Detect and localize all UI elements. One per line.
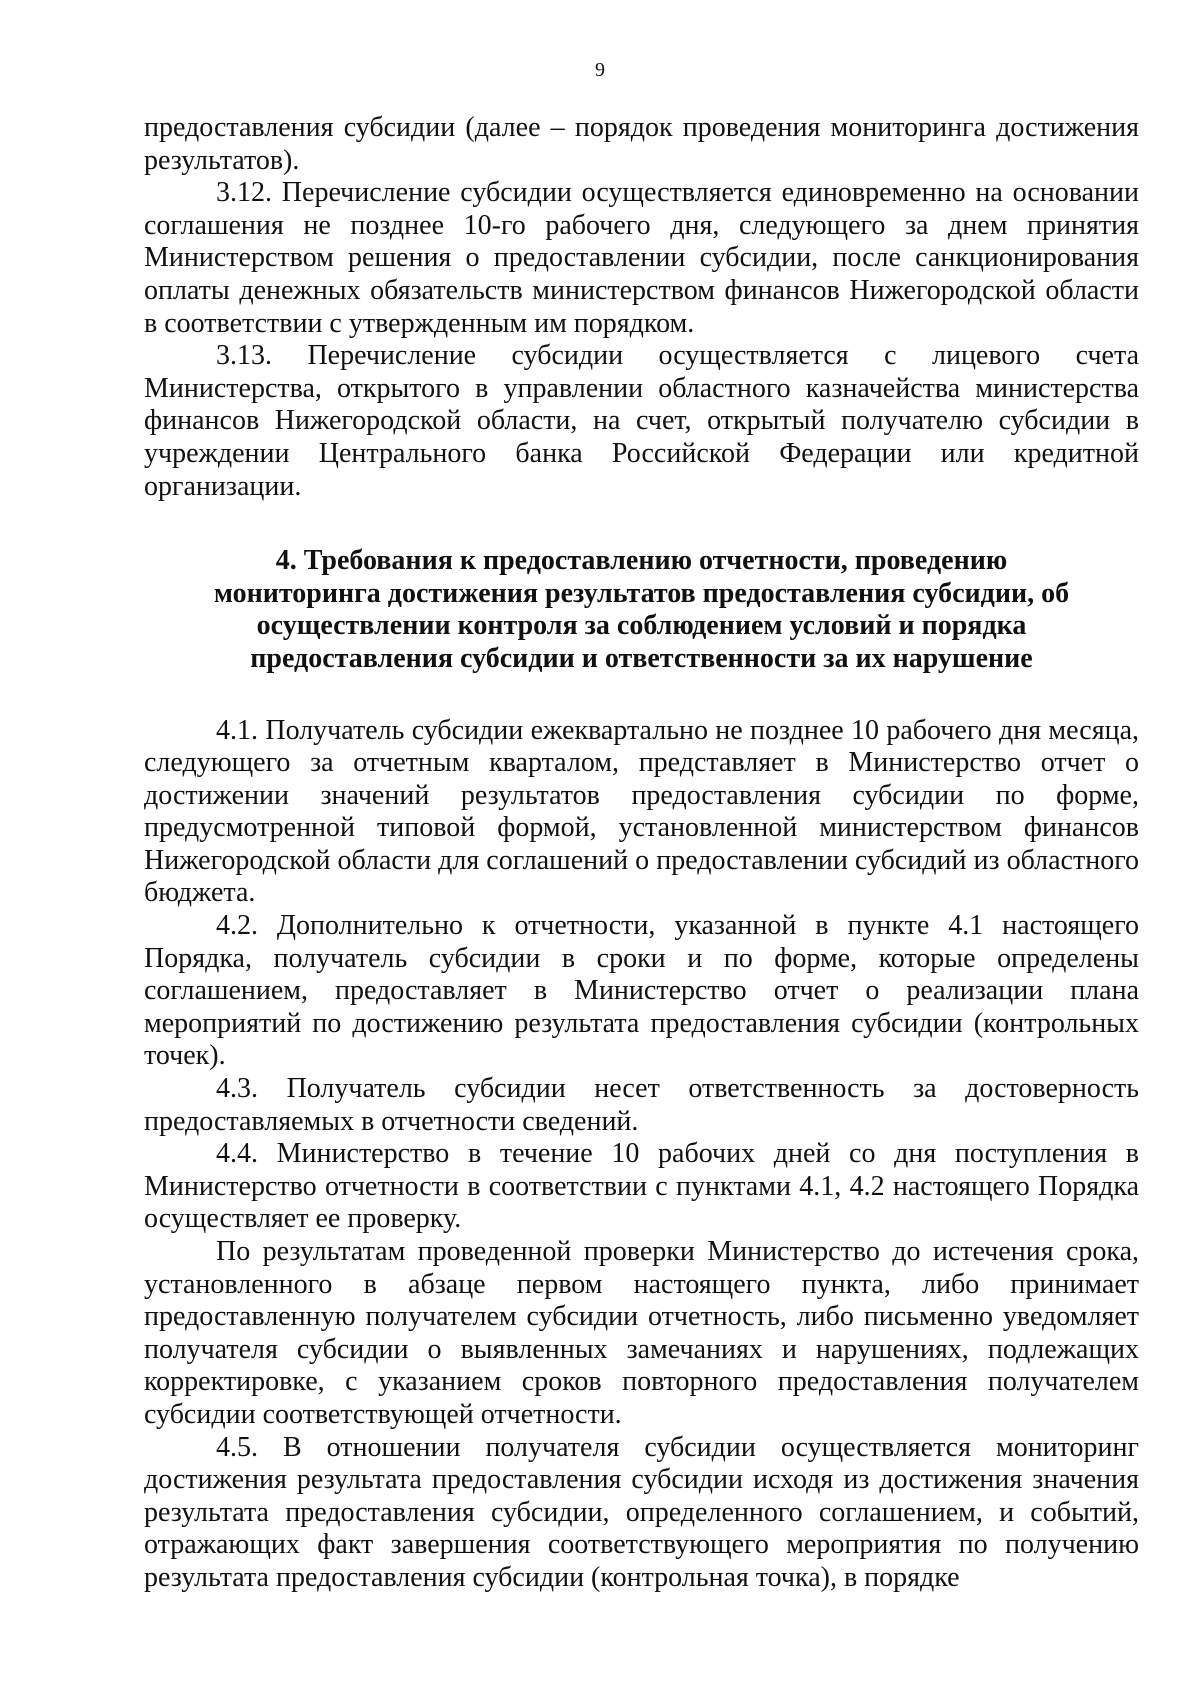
paragraph-4-4: 4.4. Министерство в течение 10 рабочих дней со дня поступления в Министерство отчетности в соответствии с пунктами 4.1, 4.2 настоящего Порядка осуществляет ее проверку. (144, 1138, 1139, 1235)
paragraph-4-2: 4.2. Дополнительно к отчетности, указанной в пункте 4.1 настоящего Порядка, получатель субсидии в сроки и по форме, которые определены соглашением, предоставляет в Министерство отчет о реализации плана мероприятий по достижению результата предоставления субсидии (контрольных точек). (144, 910, 1139, 1072)
paragraph-3-12: 3.12. Перечисление субсидии осуществляется единовременно на основании соглашения не позднее 10-го рабочего дня, следующего за днем принятия Министерством решения о предоставлении субсидии, после санкционирования оплаты денежных обязательств министерством финансов Нижегородской области в соответствии с утвержденным им порядком. (144, 177, 1139, 339)
paragraph-3-13: 3.13. Перечисление субсидии осуществляется с лицевого счета Министерства, открытого в управлении областного казначейства министерства финансов Нижегородской области, на счет, открытый получателю субсидии в учреждении Центрального банка Российской Федерации или кредитной организации. (144, 340, 1139, 502)
paragraph-4-1: 4.1. Получатель субсидии ежеквартально не позднее 10 рабочего дня месяца, следующего за отчетным кварталом, представляет в Министерство отчет о достижении значений результатов предоставления субсидии по форме, предусмотренной типовой формой, установленной министерством финансов Нижегородской области для соглашений о предоставлении субсидий из областного бюджета. (144, 714, 1139, 909)
paragraph-4-3: 4.3. Получатель субсидии несет ответственность за достоверность предоставляемых в отчетности сведений. (144, 1073, 1139, 1137)
paragraph-4-4-review: По результатам проведенной проверки Министерство до истечения срока, установленного в абзаце первом настоящего пункта, либо принимает предоставленную получателем субсидии отчетность, либо письменно уведомляет получателя субсидии о выявленных замечаниях и нарушениях, подлежащих корректировке, с указанием сроков повторного предоставления получателем субсидии соответствующей отчетности. (144, 1236, 1139, 1430)
page-number: 9 (595, 59, 605, 81)
section-4-heading: 4. Требования к предоставлению отчетности, проведению мониторинга достижения результатов предоставления субсидии, об осуществлении контроля за соблюдением условий и порядка предоставления субсидии и ответственности за их нарушение (213, 545, 1070, 674)
document-body (144, 112, 1139, 1595)
paragraph-continuation: предоставления субсидии (далее – порядок проведения мониторинга достижения результатов). (144, 112, 1139, 176)
paragraph-4-5: 4.5. В отношении получателя субсидии осуществляется мониторинг достижения результата предоставления субсидии исходя из достижения значения результата предоставления субсидии, определенного соглашением, и событий, отражающих факт завершения соответствующего мероприятия по получению результата предоставления субсидии (контрольная точка), в порядке (144, 1431, 1139, 1593)
